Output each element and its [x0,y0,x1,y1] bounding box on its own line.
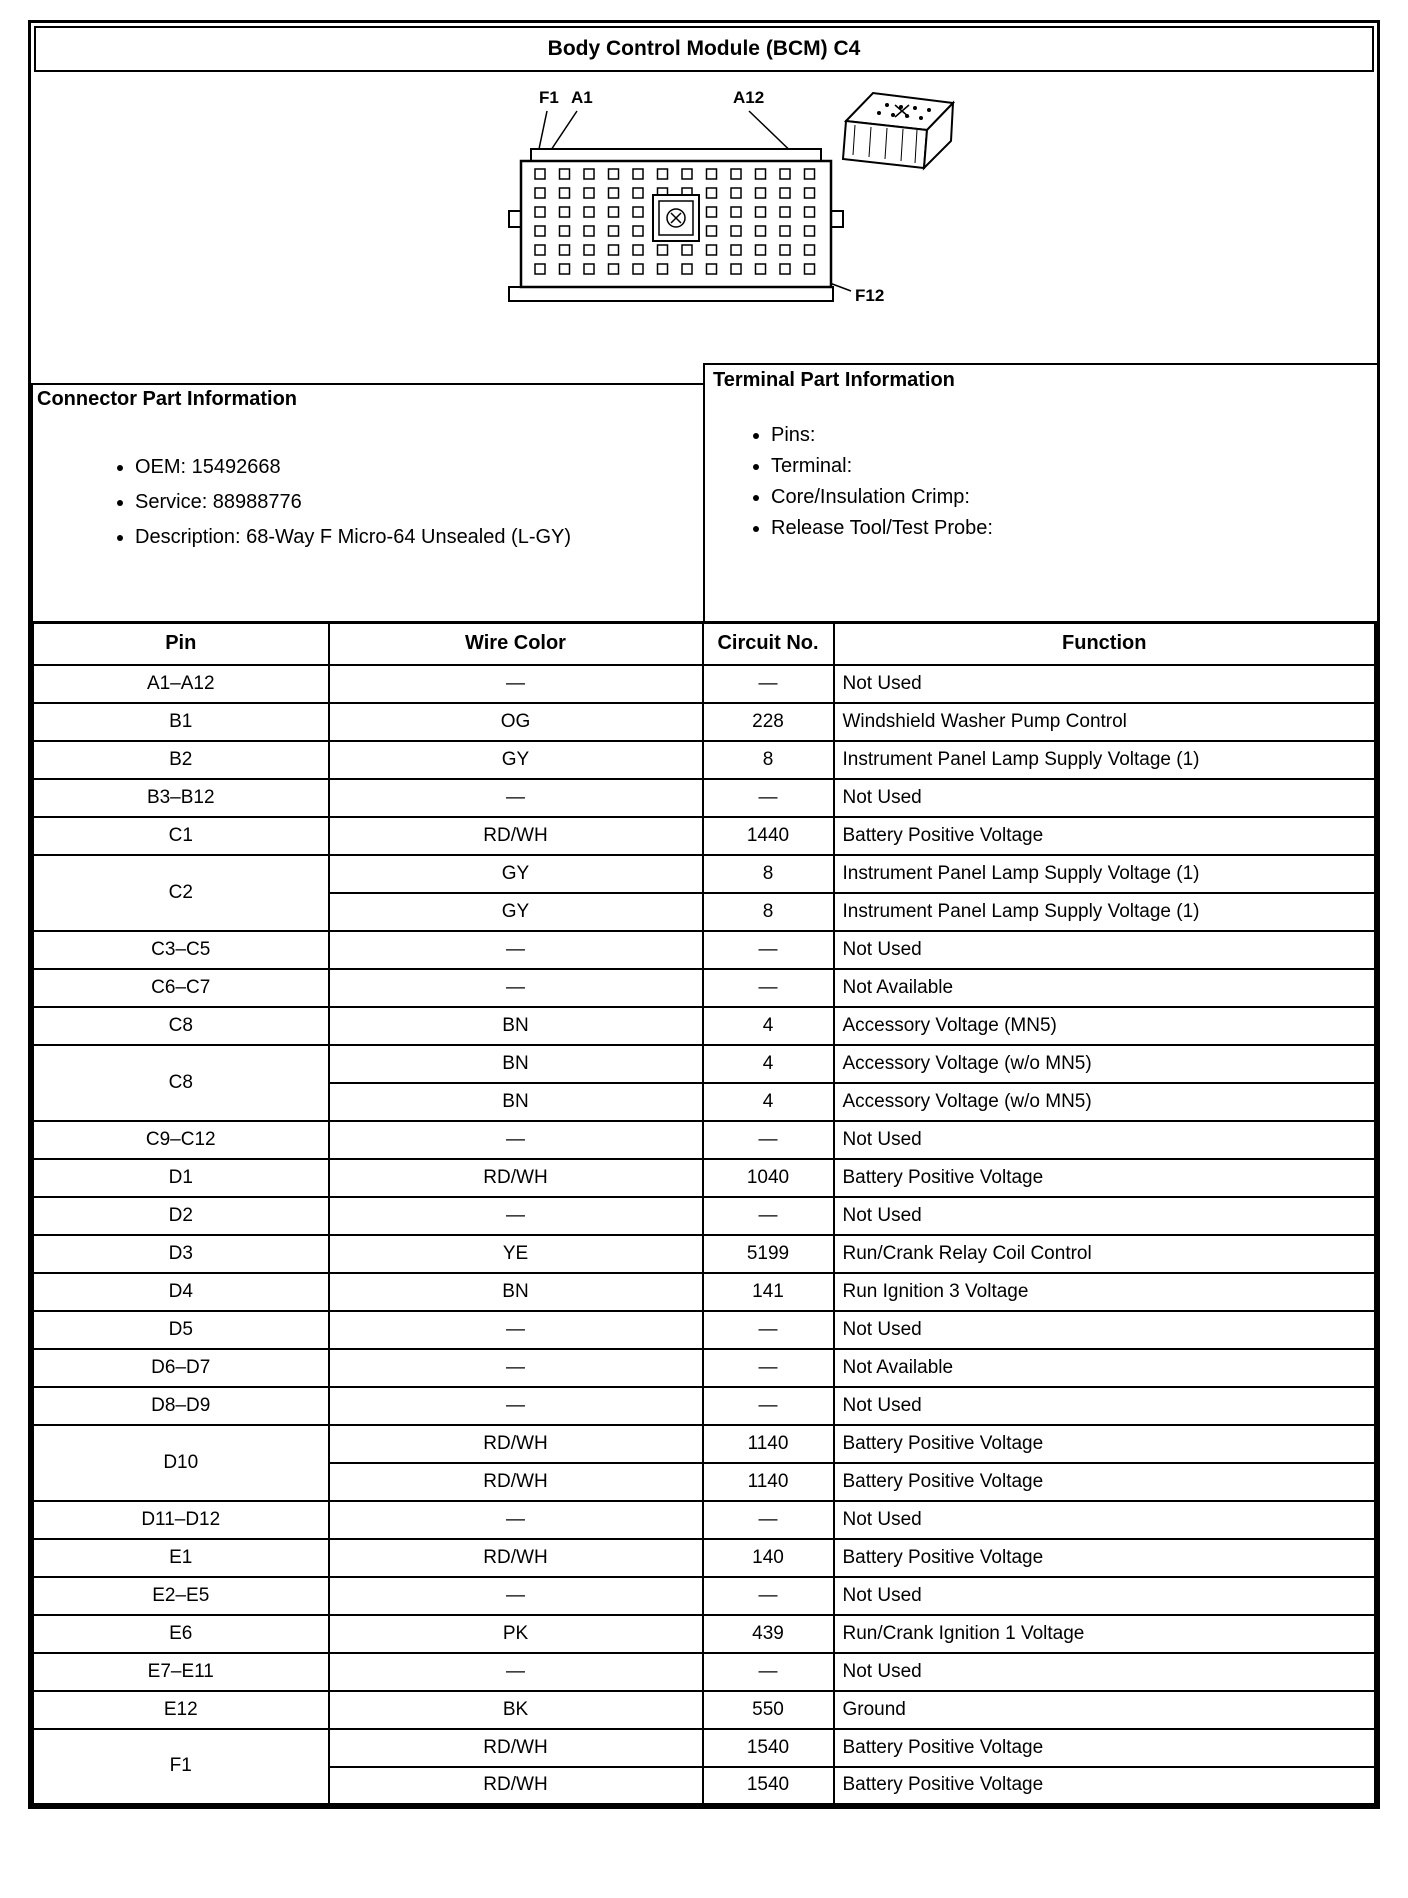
pin-square [584,207,594,217]
wire-color-cell: RD/WH [329,1729,703,1767]
pin-square [731,226,741,236]
pin-square [731,245,741,255]
function-cell: Not Used [834,1653,1376,1691]
pin-cell: E7–E11 [33,1653,329,1691]
function-cell: Not Available [834,969,1376,1007]
pin-cell: C1 [33,817,329,855]
pin-square [584,264,594,274]
info-item: • OEM: 15492668 [135,456,703,479]
connector-diagram [31,75,1377,363]
pin-square [780,226,790,236]
wire-color-cell: RD/WH [329,817,703,855]
table-row [33,1235,1376,1273]
function-cell: Battery Positive Voltage [834,1425,1376,1463]
pinout-table [31,621,1377,1806]
function-cell: Accessory Voltage (w/o MN5) [834,1083,1376,1121]
wire-color-cell: YE [329,1235,703,1273]
wire-color-cell: RD/WH [329,1159,703,1197]
pin-cell: C2 [33,855,329,931]
pin-square [682,264,692,274]
pin-cell: B1 [33,703,329,741]
function-cell: Not Used [834,931,1376,969]
wire-color-cell: OG [329,703,703,741]
pin-cell: D11–D12 [33,1501,329,1539]
circuit-no-cell: — [703,1197,834,1235]
table-row [33,1425,1376,1463]
pin-square [756,207,766,217]
wire-color-cell: — [329,1577,703,1615]
pin-cell: D1 [33,1159,329,1197]
pin-square [780,188,790,198]
pin-square [707,188,717,198]
table-row [33,1349,1376,1387]
pin-square [756,264,766,274]
circuit-no-cell: — [703,1577,834,1615]
table-row [33,1615,1376,1653]
pin-cell: C6–C7 [33,969,329,1007]
pin-square [805,169,815,179]
pin-square [535,264,545,274]
wire-color-cell: — [329,779,703,817]
pin-cell: D5 [33,1311,329,1349]
pin-cell: D6–D7 [33,1349,329,1387]
info-item: • Release Tool/Test Probe: [771,517,1377,540]
connector-bottom-flange [509,287,833,301]
circuit-no-cell: 1540 [703,1767,834,1805]
function-cell: Accessory Voltage (w/o MN5) [834,1045,1376,1083]
circuit-no-cell: — [703,1349,834,1387]
table-row [33,931,1376,969]
circuit-no-cell: — [703,1653,834,1691]
connector-info-list [33,456,703,549]
pin-square [609,188,619,198]
part-information-row [31,363,1377,621]
table-row [33,1045,1376,1083]
pin-square [805,226,815,236]
table-row [33,1121,1376,1159]
pin-square [633,226,643,236]
pin-square [731,207,741,217]
table-row [33,1653,1376,1691]
circuit-no-cell: 4 [703,1007,834,1045]
center-mount [653,195,699,241]
circuit-no-cell: 4 [703,1083,834,1121]
table-row [33,969,1376,1007]
pin-square [560,169,570,179]
page-title: Body Control Module (BCM) C4 [34,26,1374,72]
circuit-no-cell: — [703,665,834,703]
pin-cell: E1 [33,1539,329,1577]
pin-square [633,207,643,217]
table-row [33,665,1376,703]
header-wire-color: Wire Color [329,623,703,665]
pin-square [584,169,594,179]
function-cell: Windshield Washer Pump Control [834,703,1376,741]
function-cell: Not Used [834,665,1376,703]
pin-square [658,264,668,274]
table-row [33,1159,1376,1197]
pin-square [731,169,741,179]
pin-square [633,245,643,255]
pin-square [584,188,594,198]
circuit-no-cell: — [703,779,834,817]
pin-square [756,245,766,255]
wire-color-cell: — [329,1349,703,1387]
circuit-no-cell: — [703,1311,834,1349]
function-cell: Not Available [834,1349,1376,1387]
circuit-no-cell: 8 [703,855,834,893]
table-row [33,1007,1376,1045]
header-pin: Pin [33,623,329,665]
pin-cell: D2 [33,1197,329,1235]
circuit-no-cell: — [703,931,834,969]
function-cell: Not Used [834,779,1376,817]
pin-square [780,207,790,217]
pin-square [535,207,545,217]
label-f12: F12 [855,286,885,305]
table-row [33,817,1376,855]
table-row [33,1577,1376,1615]
pin-cell: D3 [33,1235,329,1273]
table-row [33,741,1376,779]
pin-square [805,188,815,198]
pin-square [682,245,692,255]
wire-color-cell: GY [329,893,703,931]
function-cell: Run/Crank Relay Coil Control [834,1235,1376,1273]
wire-color-cell: — [329,1311,703,1349]
wire-color-cell: — [329,1387,703,1425]
pin-cell: D4 [33,1273,329,1311]
pin-cell: E2–E5 [33,1577,329,1615]
function-cell: Not Used [834,1577,1376,1615]
pin-cell: C8 [33,1045,329,1121]
pin-cell: F1 [33,1729,329,1805]
function-cell: Run Ignition 3 Voltage [834,1273,1376,1311]
function-cell: Not Used [834,1501,1376,1539]
circuit-no-cell: 1540 [703,1729,834,1767]
table-header-row [33,623,1376,665]
pin-square [560,264,570,274]
pin-square [707,169,717,179]
pin-square [584,245,594,255]
circuit-no-cell: — [703,969,834,1007]
wire-color-cell: PK [329,1615,703,1653]
info-item: • Description: 68-Way F Micro-64 Unsealed (L-GY) [135,526,703,549]
table-row [33,1311,1376,1349]
pin-cell: A1–A12 [33,665,329,703]
pin-square [682,169,692,179]
wire-color-cell: BK [329,1691,703,1729]
wire-color-cell: GY [329,741,703,779]
function-cell: Not Used [834,1197,1376,1235]
wire-color-cell: BN [329,1007,703,1045]
info-item: • Pins: [771,424,1377,447]
pin-square [780,264,790,274]
circuit-no-cell: 1140 [703,1463,834,1501]
wire-color-cell: — [329,1197,703,1235]
pin-cell: C8 [33,1007,329,1045]
circuit-no-cell: 140 [703,1539,834,1577]
function-cell: Instrument Panel Lamp Supply Voltage (1) [834,893,1376,931]
pin-cell: E6 [33,1615,329,1653]
function-cell: Battery Positive Voltage [834,1767,1376,1805]
table-row [33,1729,1376,1767]
function-cell: Not Used [834,1121,1376,1159]
pin-square [707,226,717,236]
wire-color-cell: — [329,665,703,703]
table-row [33,1273,1376,1311]
pin-square [731,188,741,198]
wire-color-cell: RD/WH [329,1463,703,1501]
wire-color-cell: — [329,1653,703,1691]
wire-color-cell: RD/WH [329,1425,703,1463]
circuit-no-cell: — [703,1387,834,1425]
function-cell: Battery Positive Voltage [834,1463,1376,1501]
label-f1: F1 [539,88,559,107]
circuit-no-cell: 1440 [703,817,834,855]
function-cell: Accessory Voltage (MN5) [834,1007,1376,1045]
wire-color-cell: BN [329,1083,703,1121]
table-row [33,1691,1376,1729]
function-cell: Run/Crank Ignition 1 Voltage [834,1615,1376,1653]
wire-color-cell: RD/WH [329,1539,703,1577]
circuit-no-cell: 1140 [703,1425,834,1463]
table-row [33,1387,1376,1425]
table-row [33,779,1376,817]
function-cell: Battery Positive Voltage [834,1539,1376,1577]
connector-drawing [501,79,1121,364]
wire-color-cell: BN [329,1273,703,1311]
circuit-no-cell: 8 [703,741,834,779]
header-function: Function [834,623,1376,665]
pin-square [731,264,741,274]
connector-3d-icon [843,93,953,168]
circuit-no-cell: 228 [703,703,834,741]
function-cell: Ground [834,1691,1376,1729]
circuit-no-cell: 4 [703,1045,834,1083]
pin-cell: E12 [33,1691,329,1729]
pin-square [560,226,570,236]
info-item: • Terminal: [771,455,1377,478]
function-cell: Instrument Panel Lamp Supply Voltage (1) [834,855,1376,893]
pin-square [535,245,545,255]
pin-square [658,169,668,179]
circuit-no-cell: 1040 [703,1159,834,1197]
terminal-info-list [705,424,1377,540]
wire-color-cell: — [329,1121,703,1159]
pin-square [780,245,790,255]
connector-drawing-svg [501,79,1121,359]
pin-square [707,245,717,255]
pin-square [560,207,570,217]
function-cell: Not Used [834,1311,1376,1349]
pin-square [707,264,717,274]
pin-square [535,226,545,236]
table-row [33,703,1376,741]
pin-square [633,264,643,274]
circuit-no-cell: 8 [703,893,834,931]
wire-color-cell: GY [329,855,703,893]
circuit-no-cell: — [703,1501,834,1539]
table-row [33,1197,1376,1235]
pin-square [805,245,815,255]
info-item: • Core/Insulation Crimp: [771,486,1377,509]
header-circuit-no: Circuit No. [703,623,834,665]
pin-square [658,245,668,255]
pin-square [560,188,570,198]
pin-square [535,188,545,198]
function-cell: Not Used [834,1387,1376,1425]
info-item: • Service: 88988776 [135,491,703,514]
pin-cell: C3–C5 [33,931,329,969]
terminal-part-information [703,363,1377,621]
circuit-no-cell: — [703,1121,834,1159]
connector-info-heading: Connector Part Information [37,388,298,410]
pin-square [609,245,619,255]
function-cell: Battery Positive Voltage [834,1159,1376,1197]
pin-cell: C9–C12 [33,1121,329,1159]
connector-part-information [31,383,703,621]
pin-square [609,169,619,179]
circuit-no-cell: 5199 [703,1235,834,1273]
pin-square [560,245,570,255]
label-a12: A12 [733,88,765,107]
label-a1: A1 [571,88,593,107]
table-row [33,1501,1376,1539]
function-cell: Instrument Panel Lamp Supply Voltage (1) [834,741,1376,779]
function-cell: Battery Positive Voltage [834,817,1376,855]
pin-square [584,226,594,236]
pin-square [633,169,643,179]
pin-square [609,226,619,236]
terminal-info-heading: Terminal Part Information [713,369,955,391]
table-row [33,1539,1376,1577]
circuit-no-cell: 141 [703,1273,834,1311]
pin-square [633,188,643,198]
pin-square [609,264,619,274]
circuit-no-cell: 550 [703,1691,834,1729]
pin-square [535,169,545,179]
wire-color-cell: — [329,1501,703,1539]
pin-cell: B2 [33,741,329,779]
wire-color-cell: — [329,931,703,969]
table-row [33,855,1376,893]
wire-color-cell: — [329,969,703,1007]
function-cell: Battery Positive Voltage [834,1729,1376,1767]
pin-square [756,226,766,236]
pin-square [805,207,815,217]
pin-square [609,207,619,217]
pin-square [780,169,790,179]
pin-square [756,169,766,179]
pin-cell: D8–D9 [33,1387,329,1425]
circuit-no-cell: 439 [703,1615,834,1653]
document-sheet [28,20,1380,1809]
pin-cell: D10 [33,1425,329,1501]
pin-square [756,188,766,198]
pin-table-body [33,665,1376,1805]
wire-color-cell: BN [329,1045,703,1083]
wire-color-cell: RD/WH [329,1767,703,1805]
pin-square [707,207,717,217]
pin-square [805,264,815,274]
pin-cell: B3–B12 [33,779,329,817]
